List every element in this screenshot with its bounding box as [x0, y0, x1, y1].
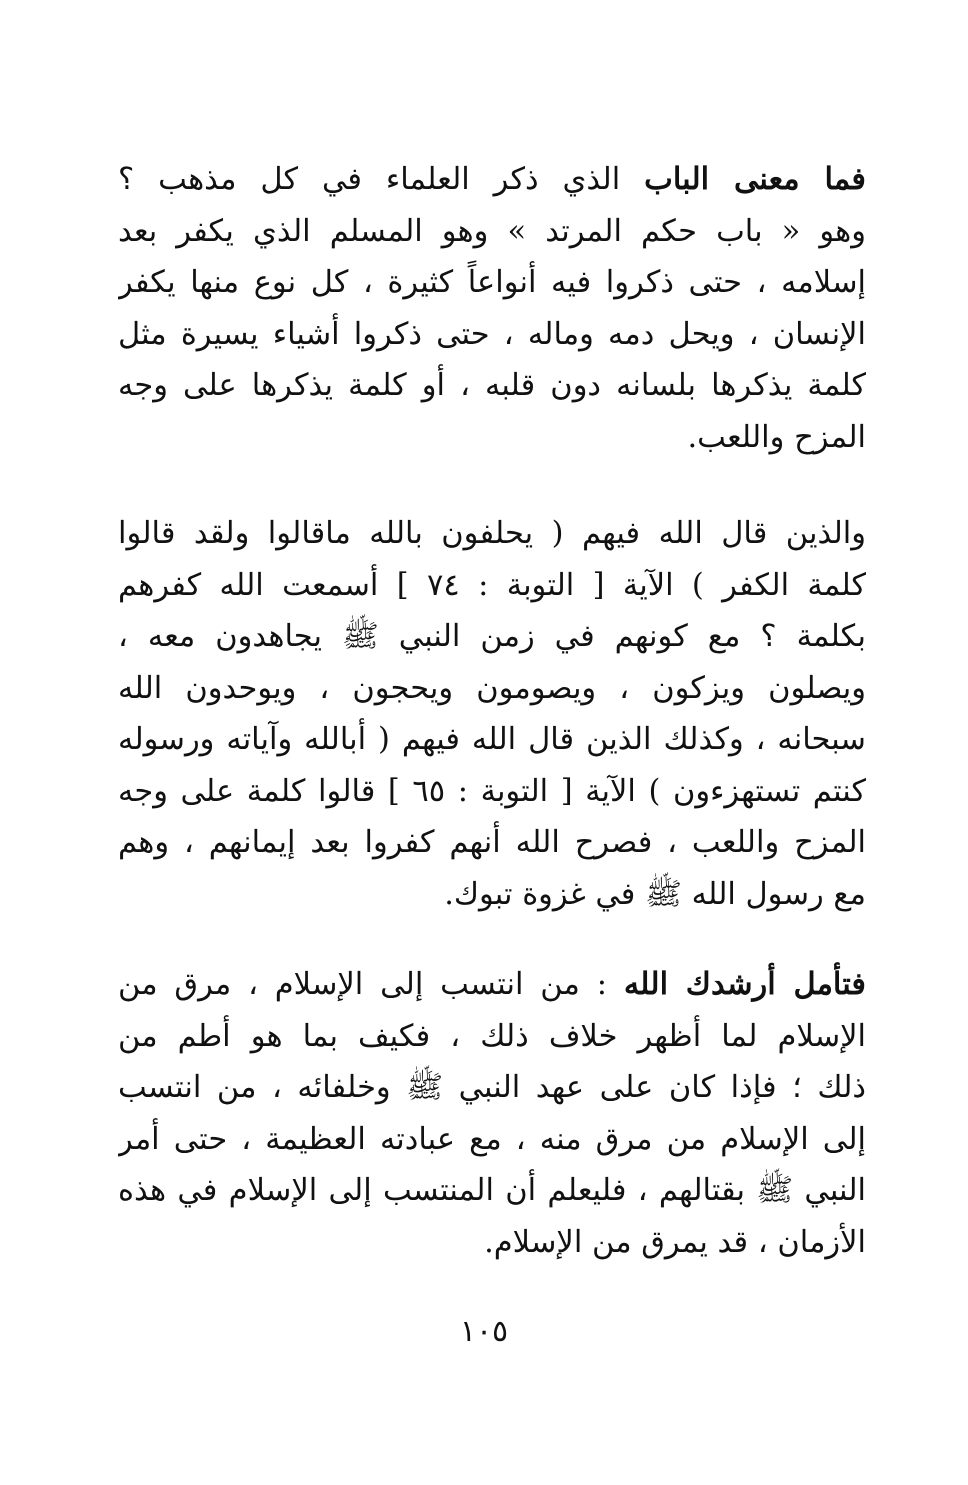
text-line: المزح واللعب ، فصرح الله أنهم كفروا بعد إيمانهم ، وهم: [118, 825, 866, 860]
text-line: ذلك ؛ فإذا كان على عهد النبي ﷺ وخلفائه ، من انتسب: [118, 1070, 866, 1105]
page-number: ١٠٥: [459, 1314, 509, 1349]
text-line: مع رسول الله ﷺ في غزوة تبوك.: [444, 876, 866, 912]
text-line: النبي ﷺ بقتالهم ، فليعلم أن المنتسب إلى الإسلام في هذه: [118, 1173, 866, 1208]
paragraph-1: [118, 154, 866, 463]
text-line: والذين قال الله فيهم ( يحلفون بالله ماقالوا ولقد قالوا: [118, 516, 866, 551]
paragraph-2: [118, 508, 866, 920]
text-line: [118, 154, 866, 206]
text-line: الإسلام لما أظهر خلاف ذلك ، فكيف بما هو أطم من: [118, 1018, 866, 1054]
text-line: إلى الإسلام من مرق منه ، مع عبادته العظيمة ، حتى أمر: [118, 1121, 866, 1157]
text-line: المزح واللعب.: [687, 419, 866, 455]
paragraph-3: [118, 959, 866, 1268]
text-line: الإنسان ، ويحل دمه وماله ، حتى ذكروا أشياء يسيرة مثل: [118, 316, 866, 352]
line-text: الذي ذكر العلماء في كل مذهب ؟: [118, 162, 645, 197]
bold-phrase: فتأمل أرشدك الله: [623, 966, 866, 1002]
text-line: الأزمان ، قد يمرق من الإسلام.: [484, 1224, 866, 1260]
text-line: ويصلون ويزكون ، ويصومون ويحجون ، ويوحدون الله: [118, 670, 866, 706]
bold-phrase: فما معنى الباب: [644, 161, 866, 197]
text-line: إسلامه ، حتى ذكروا فيه أنواعاً كثيرة ، كل نوع منها يكفر: [118, 265, 866, 300]
text-line: كلمة الكفر ) الآية [ التوبة : ٧٤ ] أسمعت الله كفرهم: [118, 567, 866, 603]
text-line: [118, 959, 866, 1011]
text-line: كلمة يذكرها بلسانه دون قلبه ، أو كلمة يذكرها على وجه: [118, 368, 866, 403]
text-line: كنتم تستهزءون ) الآية [ التوبة : ٦٥ ] قالوا كلمة على وجه: [118, 773, 866, 809]
text-line: بكلمة ؟ مع كونهم في زمن النبي ﷺ يجاهدون معه ،: [118, 619, 866, 654]
text-line: سبحانه ، وكذلك الذين قال الله فيهم ( أبالله وآياته ورسوله: [118, 722, 866, 757]
text-line: وهو « باب حكم المرتد » وهو المسلم الذي يكفر بعد: [118, 213, 866, 249]
line-text: : من انتسب إلى الإسلام ، مرق من: [118, 967, 624, 1002]
